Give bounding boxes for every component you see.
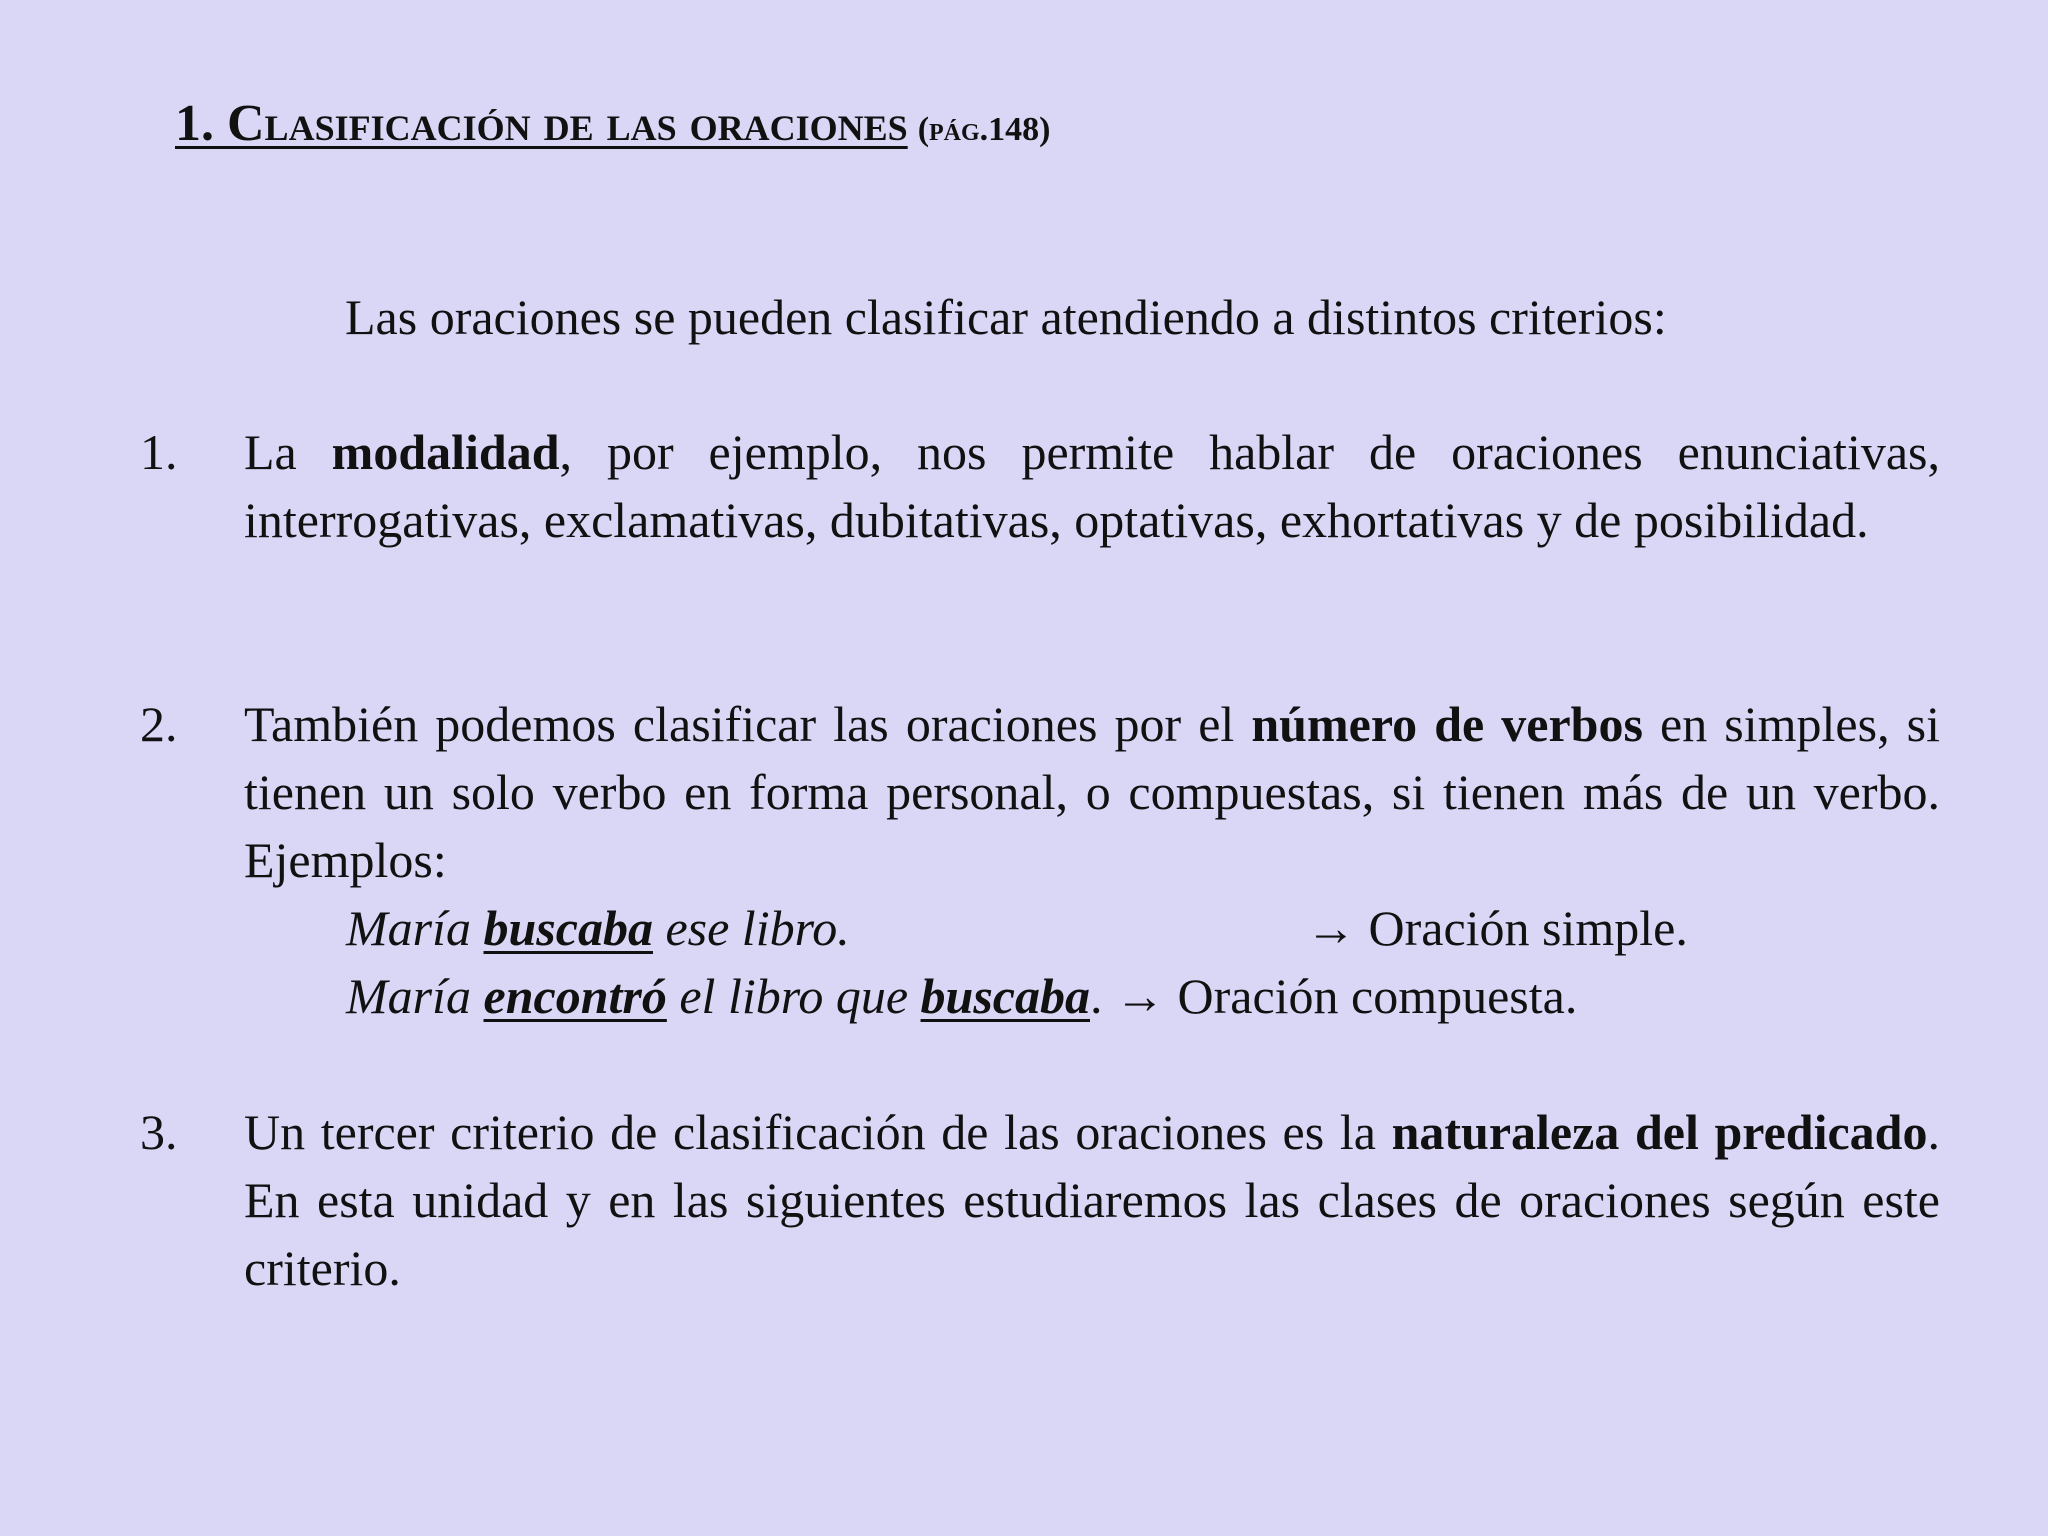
- item-keyword: naturaleza del predicado: [1391, 1104, 1928, 1160]
- list-item-number: 1.: [140, 424, 178, 480]
- example-rest: ese libro.: [665, 900, 850, 956]
- item-text-pre: También podemos clasificar las oraciones por el: [244, 696, 1252, 752]
- example-subject: María: [346, 968, 471, 1024]
- example-verb: buscaba: [483, 900, 653, 956]
- item-keyword: modalidad: [331, 424, 560, 480]
- item-text-post: . En esta unidad y en las siguientes estudiaremos las clases de oraciones según este criterio.: [244, 1104, 1940, 1296]
- example-result: → Oración simple.: [1306, 900, 1688, 956]
- title-text: Clasificación de las oraciones: [227, 95, 908, 152]
- item-text-pre: La: [244, 424, 332, 480]
- list-item-number: 2.: [140, 696, 178, 752]
- example-verb-2: buscaba: [920, 968, 1090, 1024]
- list-item: [140, 418, 1940, 554]
- item-text-pre: Un tercer criterio de clasificación de las oraciones es la: [244, 1104, 1392, 1160]
- example-middle: el libro que: [679, 968, 909, 1024]
- example-end: .: [1090, 968, 1103, 1024]
- intro-text: Las oraciones se pueden clasificar atendiendo a distintos criterios:: [345, 289, 1667, 345]
- example-simple: [346, 894, 1940, 962]
- list-item: [140, 1098, 1940, 1302]
- list-item: [140, 690, 1940, 1030]
- item-text-post: , por ejemplo, nos permite hablar de oraciones enunciativas, interrogativas, exclamativas, dubitativas, optativas, exhortativas y de posibilidad.: [244, 424, 1940, 548]
- example-verb: encontró: [483, 968, 667, 1024]
- example-subject: María: [346, 900, 471, 956]
- list-item-body: [244, 690, 1940, 894]
- title-page-ref: (pág.148): [917, 111, 1051, 148]
- list-item-number: 3.: [140, 1104, 178, 1160]
- list-item-body: [244, 418, 1940, 554]
- item-keyword: número de verbos: [1251, 696, 1643, 752]
- list-item-body: [244, 1098, 1940, 1302]
- example-compound: [346, 962, 1940, 1030]
- slide-title: [175, 95, 1051, 152]
- examples-block: [244, 894, 1940, 1030]
- title-number: 1.: [175, 95, 214, 152]
- item-text-post: en simples, si tienen un solo verbo en forma personal, o compuestas, si tienen más de un verbo. Ejemplos:: [244, 696, 1940, 888]
- example-result: → Oración compuesta.: [1115, 968, 1578, 1024]
- title-main: [175, 95, 908, 152]
